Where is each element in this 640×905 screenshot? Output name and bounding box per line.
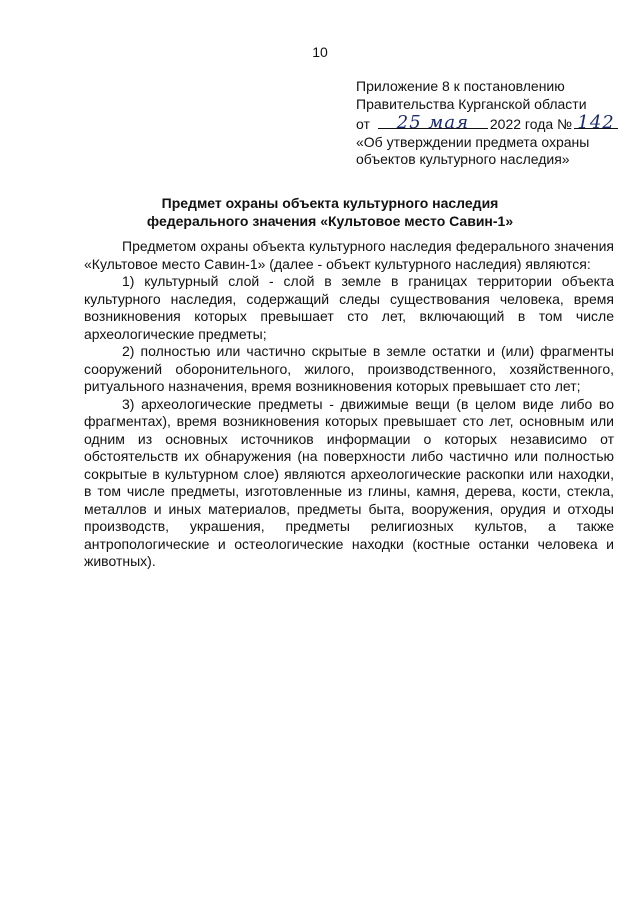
handwritten-number: 142 bbox=[577, 111, 615, 133]
annex-line-5: объектов культурного наследия» bbox=[356, 151, 570, 167]
date-field bbox=[378, 111, 488, 133]
annex-date-line bbox=[356, 113, 626, 134]
document-body bbox=[84, 238, 614, 571]
annex-line-1: Приложение 8 к постановлению bbox=[356, 78, 565, 94]
paragraph-item-1: 1) культурный слой - слой в земле в границах территории объекта культурного наследия, содержащий следы существования человека, время возникновения которых превышает сто лет, включающий в том числе археологические предметы; bbox=[84, 273, 614, 342]
annex-from-prefix: от bbox=[356, 116, 370, 132]
paragraph-item-3: 3) археологические предметы - движимые вещи (в целом виде либо во фрагментах), время возникновения которых превышает сто лет, основным или одним из основных источников информации о которых независимо от обстоятельств их обнаружения (на поверхности либо частично или полностью сокрытые в культурном слое) являются археологические раскопки или находки, в том числе предметы, изготовленные из глины, камня, дерева, кости, стекла, металлов и иных материалов, предметы быта, вооружения, орудия и отходы производств, украшения, предметы религиозных культов, а также антропологические и остеологические находки (костные останки человека и животных). bbox=[84, 395, 614, 569]
title-line-1: Предмет охраны объекта культурного наследия bbox=[161, 195, 499, 211]
annex-header bbox=[356, 78, 626, 169]
number-field bbox=[574, 111, 618, 133]
annex-year-text: 2022 года № bbox=[489, 116, 573, 132]
handwritten-date: 25 мая bbox=[396, 111, 469, 133]
document-title bbox=[80, 194, 580, 230]
title-line-2: федерального значения «Культовое место Савин-1» bbox=[146, 213, 514, 229]
paragraph-intro: Предметом охраны объекта культурного наследия федерального значения «Культовое место Савин-1» (далее - объект культурного наследия) являются: bbox=[84, 238, 614, 272]
annex-line-4: «Об утверждении предмета охраны bbox=[356, 133, 590, 150]
page-number: 10 bbox=[312, 44, 328, 60]
annex-line-2: Правительства Курганской области bbox=[356, 95, 587, 112]
paragraph-item-2: 2) полностью или частично скрытые в земле остатки и (или) фрагменты сооружений оборонительного, жилого, производственного, хозяйственного, ритуального назначения, время возникновения которых превышает сто лет; bbox=[84, 343, 614, 394]
